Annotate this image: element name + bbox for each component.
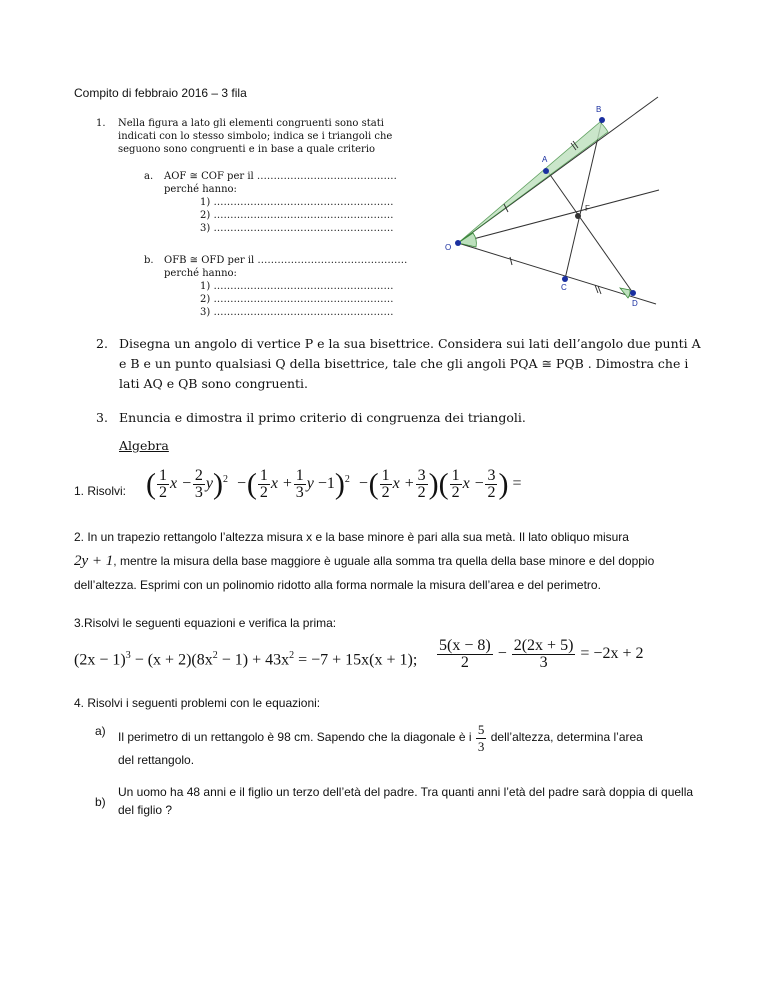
question-1a-line: AOF ≅ COF per il …………………………………… bbox=[164, 171, 397, 182]
point-label-d: D bbox=[632, 299, 638, 308]
exercise-3-text: 3.Risolvi le seguenti equazioni e verifica la prima: bbox=[74, 616, 337, 630]
answer-line[interactable]: 3) ……………………………………………… bbox=[200, 223, 394, 234]
exercise-4-text: 4. Risolvi i seguenti problemi con le equazioni: bbox=[74, 696, 321, 710]
answer-line[interactable]: 2) ……………………………………………… bbox=[200, 210, 394, 221]
question-1b-label: b. bbox=[144, 255, 154, 266]
question-1a-because: perché hanno: bbox=[164, 184, 237, 195]
equation-2: $\frac{5(x - 8)}{2}$ − $\frac{2(2x + 5)}{3}$ = −2x + 2 bbox=[439, 637, 644, 671]
question-1a-label: a. bbox=[144, 171, 154, 182]
answer-line[interactable]: 2) ……………………………………………… bbox=[200, 294, 394, 305]
exercise-2-text: 2. In un trapezio rettangolo l’altezza misura x e la base minore è pari alla sua metà. Il lato obliquo misura 2y + 1, mentre la misura della base maggiore è uguale alla somma tra quella della base minore e del doppio dell’altezza. Esprimi con un polinomio ridotto alla forma normale la misura dell’area e del perimetro. bbox=[74, 530, 655, 592]
exercise-1-label: 1. Risolvi: bbox=[74, 484, 127, 498]
question-1b-line: OFB ≅ OFD per il ……………………………………… bbox=[164, 255, 408, 266]
problem-a-text-cont: del rettangolo. bbox=[118, 753, 195, 767]
point-label-o: O bbox=[445, 243, 452, 252]
problem-b-text: Un uomo ha 48 anni e il figlio un terzo dell’età del padre. Tra quanti anni l’età del padre sarà doppia di quella del figlio ? bbox=[118, 785, 694, 817]
answer-line[interactable]: 1) ……………………………………………… bbox=[200, 197, 394, 208]
question-1b-because: perché hanno: bbox=[164, 268, 237, 279]
point-label-f: F bbox=[585, 204, 590, 213]
problem-a-label: a) bbox=[95, 724, 106, 738]
question-3-number: 3. bbox=[96, 410, 108, 425]
problem-b-label: b) bbox=[95, 795, 106, 809]
answer-line[interactable]: 1) ……………………………………………… bbox=[200, 281, 394, 292]
point-label-c: C bbox=[561, 283, 567, 292]
question-1-number: 1. bbox=[96, 118, 106, 129]
question-2-number: 2. bbox=[96, 336, 108, 351]
point-label-b: B bbox=[596, 105, 602, 114]
question-1-text: Nella figura a lato gli elementi congruenti sono stati indicati con lo stesso simbolo; indica se i triangoli che seguono sono congruenti e in base a quale criterio bbox=[118, 118, 393, 155]
equation-1: $(2x - 1)^3 - (x + 2)(8x^2 - 1) + 43x^2 = -7 + 15x(x + 1)$; bbox=[74, 650, 418, 669]
exercise-1-expression: ( $\frac{1}{2}$ x − $\frac{2}{3}$ y)$^2$ −( $\frac{1}{2}$ x + $\frac{1}{3}$ y −1)$^2$ −( $\frac{1}{2}$ x + $\frac{3}{2}$ )( $\frac{1}{2}$ x − $\frac{3}{2}$ ) = bbox=[146, 467, 522, 501]
answer-line[interactable]: 3) ……………………………………………… bbox=[200, 307, 394, 318]
question-2-text: Disegna un angolo di vertice P e la sua bisettrice. Considera sui lati dell’angolo due punti A e B e un punto qualsiasi Q della bisettrice, tale che gli angoli PQA ≅ PQB . Dimostra che i lati AQ e QB sono congruenti. bbox=[119, 336, 701, 391]
section-title-algebra: Algebra bbox=[119, 438, 169, 453]
page-title: Compito di febbraio 2016 – 3 fila bbox=[74, 86, 247, 100]
geometry-figure bbox=[430, 92, 670, 312]
question-3-text: Enuncia e dimostra il primo criterio di congruenza dei triangoli. bbox=[119, 410, 526, 425]
problem-a-text: Il perimetro di un rettangolo è 98 cm. Sapendo che la diagonale è i $\frac{5}{3}$ dell’altezza, determina l’area bbox=[118, 722, 643, 754]
point-label-a: A bbox=[542, 155, 548, 164]
